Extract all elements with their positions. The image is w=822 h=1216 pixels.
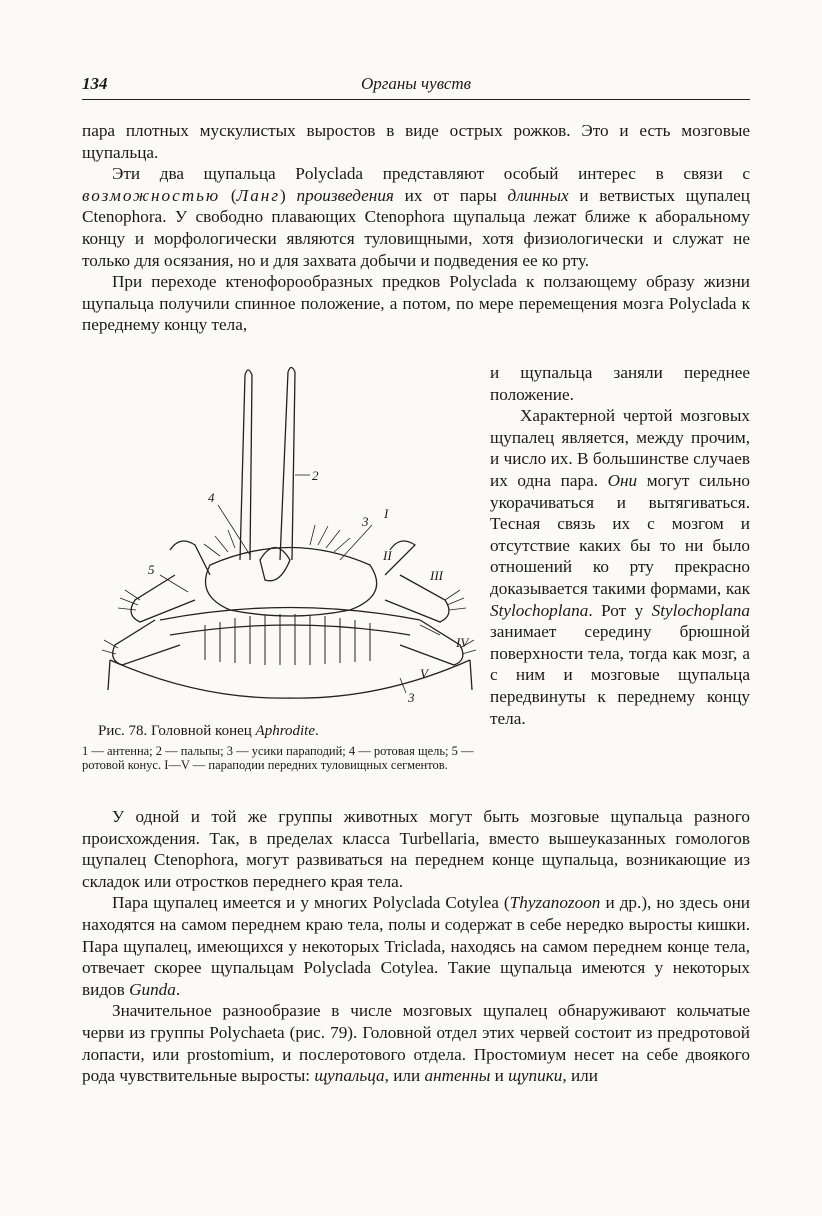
figure-label: V: [420, 666, 428, 681]
text-block-top: [82, 120, 750, 336]
figure-label: 2: [312, 468, 319, 483]
text-block-bottom: [82, 806, 750, 1087]
text-wrap-column: [490, 362, 750, 729]
page-number: 134: [82, 74, 108, 93]
figure-label: 5: [148, 562, 155, 577]
wrap-paragraph-1: и щупальца заняли переднее положение.: [490, 363, 750, 404]
paragraph-3: При переходе ктенофорообразных предков Polyclada к ползающему образу жизни щупальца получили спинное положение, а потом, по мере перемещения мозга Polyclada к переднему концу тела,: [82, 272, 750, 335]
paragraph-5: Пара щупалец имеется и у многих Polyclada Cotylea (Thyzanozoon и др.), но здесь они находятся на самом переднем краю тела, полы и содержат в себе нередко выросты кишки. Пара щупалец, имеющихся у некоторых Triclada, находясь на самом переднем конце тела, отвечает скорее щупальцам Polyclada Cotylea. Такие щупальца имеются у некоторых видов Gunda.: [82, 893, 750, 999]
page-header: [82, 72, 750, 98]
figure-label: II: [383, 548, 392, 563]
wrap-paragraph-2: Характерной чертой мозговых щупалец является, между прочим, и число их. В большинстве случаев их одна пара. Они могут сильно укорачиваться и вытягиваться. Тесная связь их с мозгом и отсутствие каких бы то ни было отношений ко рту прекрасно доказывается такими формами, как Stylochoplana. Рот у Stylochoplana занимает середину брюшной поверхности тела, тогда как мозг, а с ним и мозговые щупальца передвинуты к переднему концу тела.: [490, 406, 750, 728]
paragraph-1: пара плотных мускулистых выростов в виде острых рожков. Это и есть мозговые щупальца.: [82, 121, 750, 162]
figure-label: 3: [362, 514, 369, 529]
caption-title: Рис. 78. Головной конец Aphrodite.: [98, 723, 319, 739]
figure-78-aphrodite-head: [100, 360, 480, 720]
figure-label: 4: [208, 490, 215, 505]
paragraph-4: У одной и той же группы животных могут быть мозговые щупальца разного происхождения. Так, в пределах класса Turbellaria, вместо вышеуказанных гомологов щупалец Ctenophora, могут развиваться на переднем конце щупальца, возникающие из складок или отростков переднего края тела.: [82, 807, 750, 891]
figure-label: 3: [408, 690, 415, 705]
caption-legend: 1 — антенна; 2 — пальпы; 3 — усики параподий; 4 — ротовая щель; 5 — ротовой конус. I—V — параподии передних туловищных сегментов.: [82, 744, 474, 772]
figure-label: III: [430, 568, 443, 583]
paragraph-2: Эти два щупальца Polyclada представляют особый интерес в связи с возможностью (Ланг) произведения их от пары длинных и ветвистых щупалец Ctenophora. У свободно плавающих Ctenophora щупальца лежат ближе к аборальному концу и морфологически являются туловищными, хотя физиологически и служат не только для осязания, но и для захвата добычи и подведения ее ко рту.: [82, 164, 750, 270]
figure-label: IV: [456, 635, 469, 650]
running-title: Органы чувств: [360, 74, 472, 93]
header-rule: [82, 99, 750, 100]
figure-label: I: [384, 506, 389, 521]
paragraph-6: Значительное разнообразие в числе мозговых щупалец обнаруживают кольчатые черви из группы Polychaeta (рис. 79). Головной отдел этих червей состоит из предротовой лопасти, или prostomium, и послеротового отдела. Простомиум несет на себе двоякого рода чувствительные выросты: щупальца, или антенны и щупики, или: [82, 1001, 750, 1086]
figure-caption: [82, 722, 482, 772]
